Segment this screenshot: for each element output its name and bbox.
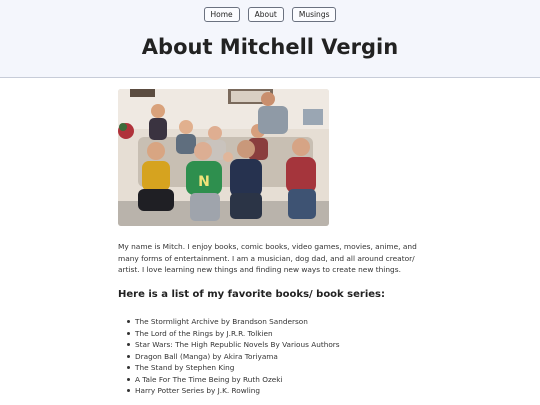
favorite-books-list	[135, 316, 340, 397]
svg-text:N: N	[198, 174, 210, 190]
family-photo	[118, 89, 329, 226]
intro-paragraph: My name is Mitch. I enjoy books, comic books, video games, movies, anime, and many forms of entertainment. I am a musician, dog dad, and all around creator/ artist. I love learning new things and finding new ways to create new things.	[118, 242, 417, 274]
site-header	[0, 0, 540, 78]
list-item: The Stormlight Archive by Brandson Sanderson	[135, 316, 340, 328]
nav-about-button[interactable]: About	[248, 7, 284, 22]
nav-musings-button[interactable]: Musings	[292, 7, 337, 22]
top-nav	[0, 7, 540, 22]
list-item: Dragon Ball (Manga) by Akira Toriyama	[135, 351, 340, 363]
family-photo-illustration	[118, 89, 329, 226]
list-item: The Lord of the Rings by J.R.R. Tolkien	[135, 328, 340, 340]
page-title: About Mitchell Vergin	[141, 35, 399, 59]
list-item: The Stand by Stephen King	[135, 362, 340, 374]
favorites-heading: Here is a list of my favorite books/ book series:	[118, 289, 386, 300]
list-item: Harry Potter Series by J.K. Rowling	[135, 385, 340, 397]
nav-home-button[interactable]: Home	[204, 7, 240, 22]
list-item: Star Wars: The High Republic Novels By Various Authors	[135, 340, 340, 349]
list-item: A Tale For The Time Being by Ruth Ozeki	[135, 374, 340, 386]
